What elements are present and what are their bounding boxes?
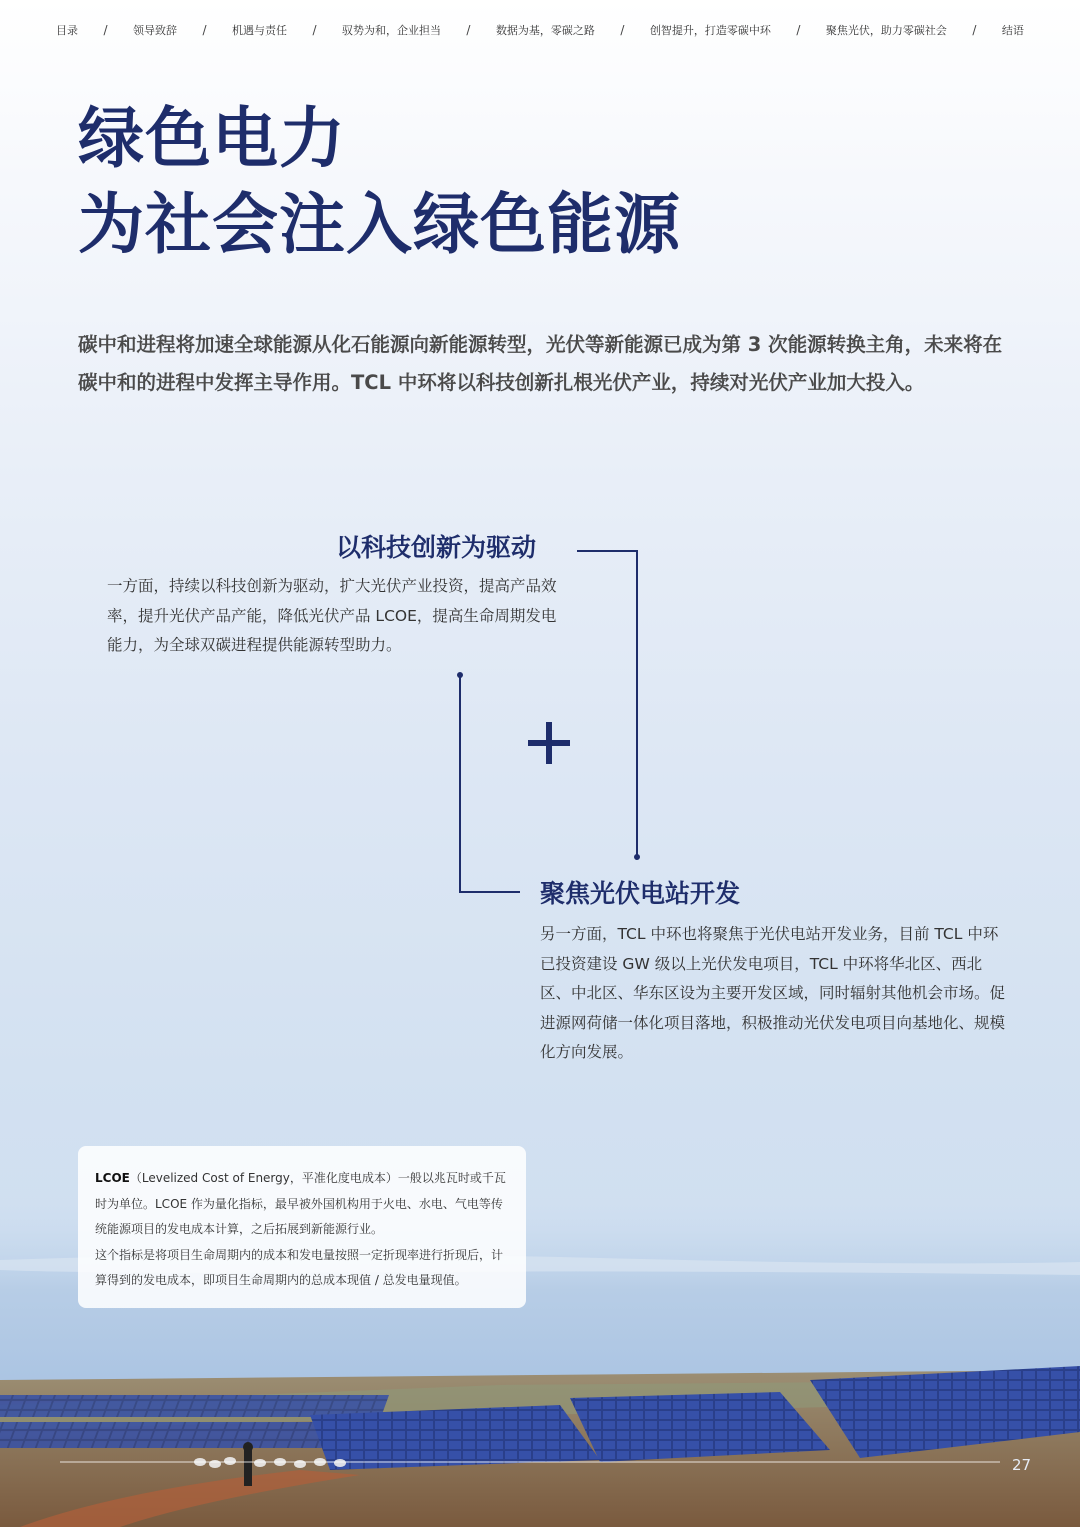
plus-icon <box>528 722 570 764</box>
lcoe-term: LCOE <box>95 1171 130 1185</box>
nav-item-photovoltaic[interactable]: 聚焦光伏，助力零碳社会 <box>825 24 947 37</box>
nav-separator: / <box>796 23 801 37</box>
nav-item-contents[interactable]: 目录 <box>56 24 78 37</box>
nav-item-innovation[interactable]: 创智提升，打造零碳中环 <box>649 24 771 37</box>
lcoe-definition: （Levelized Cost of Energy，平准化度电成本）一般以兆瓦时或千瓦时为单位。LCOE 作为量化指标，最早被外国机构用于火电、水电、气电等传统能源项目的发电成本计算，之后拓展到新能源行业。 <box>95 1171 506 1236</box>
intro-paragraph: 碳中和进程将加速全球能源从化石能源向新能源转型，光伏等新能源已成为第 3 次能源转换主角，未来将在碳中和的进程中发挥主导作用。TCL 中环将以科技创新扎根光伏产业，持续对光伏产业加大投入。 <box>78 333 1003 394</box>
pv-paragraph: 另一方面，TCL 中环也将聚焦于光伏电站开发业务，目前 TCL 中环已投资建设 GW 级以上光伏发电项目，TCL 中环将华北区、西北区、中北区、华东区设为主要开发区域，同时辐射其他机会市场。促进源网荷储一体化项目落地，积极推动光伏发电项目向基地化、规模化方向发展。 <box>540 925 1006 1061</box>
nav-item-opportunity[interactable]: 机遇与责任 <box>231 24 287 37</box>
nav-item-responsibility[interactable]: 驭势为和，企业担当 <box>341 24 441 37</box>
nav-separator: / <box>312 23 317 37</box>
nav-item-data[interactable]: 数据为基，零碳之路 <box>495 24 595 37</box>
lcoe-note <box>78 1146 526 1308</box>
page-title-line1: 绿色电力 <box>78 100 346 177</box>
nav-item-leadership[interactable]: 领导致辞 <box>132 24 177 37</box>
page-number: 27 <box>1012 1456 1032 1474</box>
lcoe-explanation: 这个指标是将项目生命周期内的成本和发电量按照一定折现率进行折现后，计算得到的发电成本，即项目生命周期内的总成本现值 / 总发电量现值。 <box>95 1247 504 1287</box>
nav-separator: / <box>466 23 471 37</box>
nav-separator: / <box>202 23 207 37</box>
page-title-line2: 为社会注入绿色能源 <box>78 186 681 263</box>
tech-paragraph: 一方面，持续以科技创新为驱动，扩大光伏产业投资，提高产品效率，提升光伏产品产能，降低光伏产品 LCOE，提高生命周期发电能力，为全球双碳进程提供能源转型助力。 <box>107 577 557 654</box>
nav-separator: / <box>620 23 625 37</box>
tech-heading: 以科技创新为驱动 <box>336 533 537 562</box>
pv-heading: 聚焦光伏电站开发 <box>540 879 741 908</box>
nav-item-conclusion[interactable]: 结语 <box>1001 24 1024 37</box>
nav-separator: / <box>972 23 977 37</box>
nav-separator: / <box>103 23 108 37</box>
